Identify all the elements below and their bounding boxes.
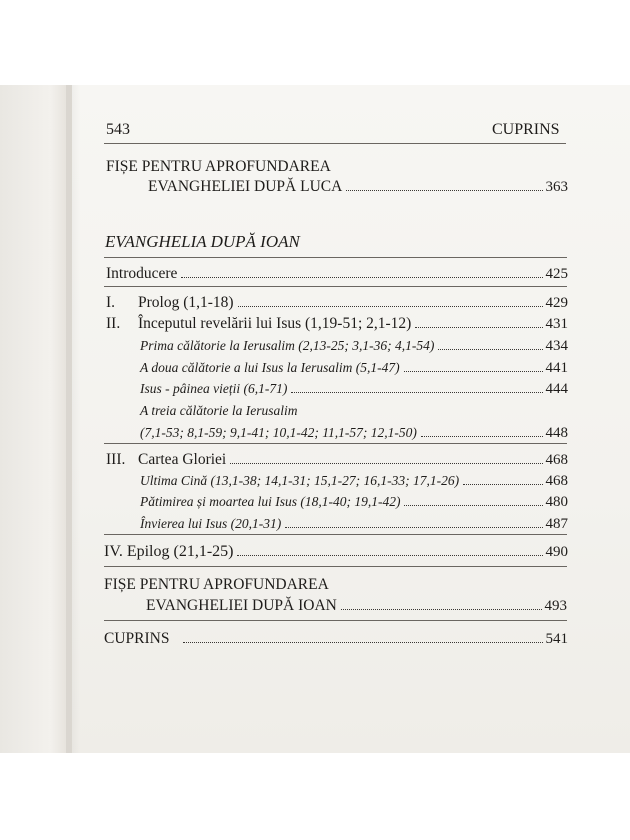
toc-entry-label: CUPRINS <box>104 630 170 647</box>
toc-entry-label: IV. Epilog (21,1-25) <box>104 543 234 560</box>
toc-entry-label: Isus - pâinea vieții (6,1-71) <box>140 381 288 396</box>
section-title: EVANGHELIA DUPĂ IOAN <box>105 232 300 251</box>
toc-num-iii: III. <box>106 451 126 468</box>
intro-rule <box>104 286 567 287</box>
dot-leader <box>238 305 543 307</box>
toc-entry-label: A doua călătorie a lui Isus la Ierusalim (5,1-47) <box>140 360 400 375</box>
toc-entry-label: Introducere <box>106 265 178 282</box>
toc-page-number: 441 <box>545 360 568 376</box>
toc-entry-label: EVANGHELIEI DUPĂ LUCA <box>148 178 343 195</box>
fise-rule <box>104 620 567 621</box>
running-header: CUPRINS <box>492 121 560 138</box>
toc-page-number: 448 <box>545 425 568 441</box>
toc-entry-epilog <box>104 543 568 561</box>
toc-page-number: 363 <box>545 179 568 195</box>
toc-entry-a-treia-calatorie <box>140 424 568 442</box>
toc-entry-label: Prima călătorie la Ierusalim (2,13-25; 3,1-36; 4,1-54) <box>140 338 435 353</box>
toc-entry-prima-calatorie <box>140 337 568 355</box>
toc-entry-label: Învierea lui Isus (20,1-31) <box>140 516 282 531</box>
toc-page-number: 493 <box>544 598 567 614</box>
page-number: 543 <box>106 121 130 138</box>
toc-entry-cuprins <box>104 630 568 648</box>
toc-entry-label: Ultima Cină (13,1-38; 14,1-31; 15,1-27; 16,1-33; 17,1-26) <box>140 473 460 488</box>
toc-entry-fise-luca <box>148 178 568 196</box>
dot-leader <box>463 483 542 485</box>
dot-leader <box>346 189 542 191</box>
toc-entry-fise-luca-line1: FIȘE PENTRU APROFUNDAREA <box>106 158 331 175</box>
epilog-rule <box>104 566 567 567</box>
dot-leader <box>415 326 542 328</box>
dot-leader <box>341 608 542 610</box>
toc-entry-label: EVANGHELIEI DUPĂ IOAN <box>146 597 337 614</box>
toc-entry-a-doua-calatorie <box>140 359 568 377</box>
toc-num-ii: II. <box>106 315 121 332</box>
toc-entry-fise-ioan-line1: FIȘE PENTRU APROFUNDAREA <box>104 576 329 593</box>
toc-page-number: 431 <box>545 316 568 332</box>
toc-entry-a-treia-line1: A treia călătorie la Ierusalim <box>140 403 298 418</box>
dot-leader <box>404 504 542 506</box>
toc-entry-ultima-cina <box>140 472 568 490</box>
dot-leader <box>291 391 542 393</box>
toc-entry-painea-vietii <box>140 380 568 398</box>
dot-leader <box>237 554 542 556</box>
dot-leader <box>404 370 543 372</box>
toc-entry-patimirea <box>140 493 568 511</box>
toc-num-i: I. <box>106 294 116 311</box>
section-rule <box>104 257 567 258</box>
part-rule-2 <box>104 534 567 535</box>
dot-leader <box>438 348 542 350</box>
dot-leader <box>285 526 542 528</box>
dot-leader <box>183 641 542 643</box>
part-rule <box>104 443 567 444</box>
toc-page-number: 541 <box>545 631 568 647</box>
toc-entry-prolog <box>138 294 568 312</box>
page-gutter <box>66 85 80 753</box>
toc-page-number: 425 <box>545 266 568 282</box>
toc-page-number: 487 <box>545 516 568 532</box>
toc-entry-label: Pătimirea și moartea lui Isus (18,1-40; 19,1-42) <box>140 494 401 509</box>
toc-entry-label: (7,1-53; 8,1-59; 9,1-41; 10,1-42; 11,1-57; 12,1-50) <box>140 425 417 440</box>
toc-entry-label: Prolog (1,1-18) <box>138 294 234 311</box>
dot-leader <box>181 276 542 278</box>
toc-page-number: 434 <box>545 338 568 354</box>
toc-page-number: 480 <box>545 494 568 510</box>
toc-entry-label: Cartea Gloriei <box>138 451 227 468</box>
toc-entry-introducere <box>106 265 568 283</box>
toc-entry-fise-ioan <box>146 597 567 615</box>
toc-page-number: 468 <box>545 473 568 489</box>
toc-page-number: 444 <box>545 381 568 397</box>
header-rule <box>104 143 566 144</box>
toc-entry-invierea <box>140 515 568 533</box>
facing-page <box>0 85 72 753</box>
toc-page-number: 429 <box>545 295 568 311</box>
toc-entry-label: Începutul revelării lui Isus (1,19-51; 2,1-12) <box>138 315 412 332</box>
dot-leader <box>421 435 543 437</box>
toc-entry-inceputul <box>138 315 568 333</box>
toc-page-number: 468 <box>545 452 568 468</box>
toc-page-number: 490 <box>545 544 568 560</box>
dot-leader <box>230 462 542 464</box>
toc-entry-cartea-gloriei <box>138 451 568 469</box>
